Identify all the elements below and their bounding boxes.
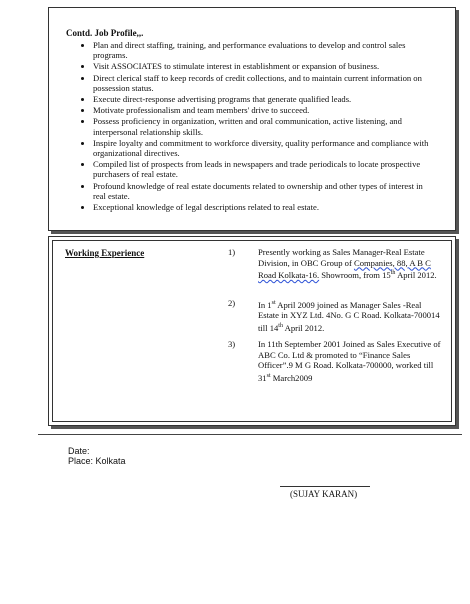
list-item: • Exceptional knowledge of legal descriptions related to real estate. [93, 202, 433, 212]
experience-text [258, 298, 443, 334]
experience-text-part: Presently working as Sales Manager-Real Estate Division, in OBC Group of [258, 247, 425, 268]
experience-text-part: March2009 [270, 372, 313, 383]
list-item: • Direct clerical staff to keep records of credit collections, and to maintain current information on possession status. [93, 73, 433, 93]
place-label: Place: Kolkata [68, 456, 126, 466]
section-divider [38, 434, 462, 435]
signature-name: (SUJAY KARAN) [290, 489, 358, 499]
working-experience-inner-frame [52, 240, 452, 422]
job-profile-box [48, 7, 456, 231]
experience-text-part: April 2012. [282, 322, 325, 333]
superscript: th [390, 270, 396, 277]
experience-text-part: April 2009 joined as Manager Sales -Real Estate in XYZ Ltd. 4No. G C Road. Kolkata-700014 till 14 [258, 299, 440, 333]
list-item: • Visit ASSOCIATES to stimulate interest in establishment or expansion of business. [93, 61, 433, 71]
list-item: • Motivate professionalism and team members' drive to succeed. [93, 105, 433, 115]
experience-number: 1) [228, 247, 236, 257]
list-item: • Possess proficiency in organization, written and oral communication, active listening, and interpersonal relationship skills. [93, 116, 433, 136]
list-item: • Plan and direct staffing, training, and performance evaluations to develop and control sales programs. [93, 40, 433, 60]
working-experience-box [48, 236, 456, 426]
experience-text-part: In 11th September 2001 Joined as Sales Executive of ABC Co. Ltd & promoted to “Finance Sales Officer”.9 M G Road. Kolkata-700000, worked till 31 [258, 339, 441, 383]
list-item: • Compiled list of prospects from leads in newspapers and trade periodicals to locate prospective purchasers of real estate. [93, 159, 433, 179]
job-profile-heading: Contd. Job Profile,,. [66, 28, 144, 38]
list-item: • Inspire loyalty and commitment to workforce diversity, quality performance and compliance with organizational directives. [93, 138, 433, 158]
experience-company-address: Companies, 88, A B C Road Kolkata-16. [258, 257, 431, 281]
date-label: Date: [68, 446, 90, 456]
experience-text-part: April 2012. [395, 270, 437, 281]
working-experience-heading: Working Experience [65, 248, 145, 258]
list-item: • Execute direct-response advertising programs that generate qualified leads. [93, 94, 433, 104]
experience-text-part: In 1 [258, 299, 272, 310]
experience-number: 3) [228, 339, 236, 349]
experience-text-part: Showroom, from 15 [319, 270, 391, 281]
list-item: • Profound knowledge of real estate documents related to ownership and other types of interest in real estate. [93, 181, 433, 201]
superscript: th [278, 323, 283, 330]
signature-line [280, 486, 370, 487]
experience-text [258, 247, 443, 281]
superscript: st [266, 372, 271, 379]
job-profile-list [79, 40, 433, 213]
superscript: st [271, 300, 276, 306]
experience-text [258, 339, 443, 383]
experience-number: 2) [228, 298, 236, 308]
